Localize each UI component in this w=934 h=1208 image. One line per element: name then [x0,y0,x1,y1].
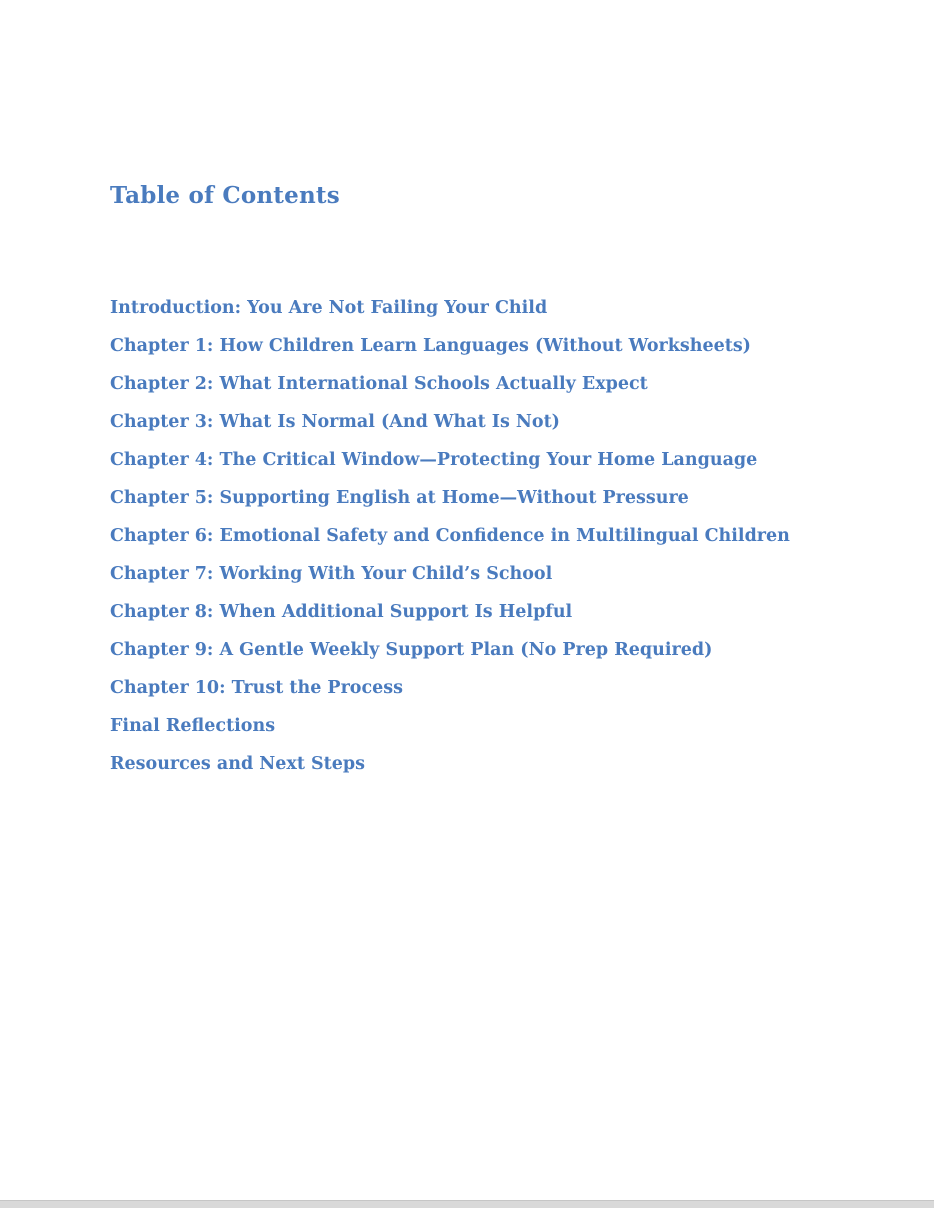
toc-entry-chapter-5[interactable]: Chapter 5: Supporting English at Home—Without Pressure [110,488,689,508]
toc-entry-final-reflections[interactable]: Final Reflections [110,716,276,736]
toc-entry-chapter-7[interactable]: Chapter 7: Working With Your Child’s School [110,564,553,584]
toc-entry-resources-next-steps[interactable]: Resources and Next Steps [110,754,365,774]
page-title: Table of Contents [110,182,340,209]
toc-entry-chapter-3[interactable]: Chapter 3: What Is Normal (And What Is Not) [110,412,560,432]
toc-entry-chapter-10[interactable]: Chapter 10: Trust the Process [110,678,403,698]
toc-entry-chapter-6[interactable]: Chapter 6: Emotional Safety and Confidence in Multilingual Children [110,526,790,546]
toc-entry-chapter-8[interactable]: Chapter 8: When Additional Support Is Helpful [110,602,573,622]
toc-entry-chapter-9[interactable]: Chapter 9: A Gentle Weekly Support Plan (No Prep Required) [110,640,713,660]
toc-entry-chapter-2[interactable]: Chapter 2: What International Schools Actually Expect [110,374,648,394]
page-bottom-edge [0,1200,934,1208]
toc-entry-introduction[interactable]: Introduction: You Are Not Failing Your Child [110,298,548,318]
toc-entry-chapter-1[interactable]: Chapter 1: How Children Learn Languages (Without Worksheets) [110,336,751,356]
toc-entry-chapter-4[interactable]: Chapter 4: The Critical Window—Protecting Your Home Language [110,450,758,470]
table-of-contents [110,297,790,791]
